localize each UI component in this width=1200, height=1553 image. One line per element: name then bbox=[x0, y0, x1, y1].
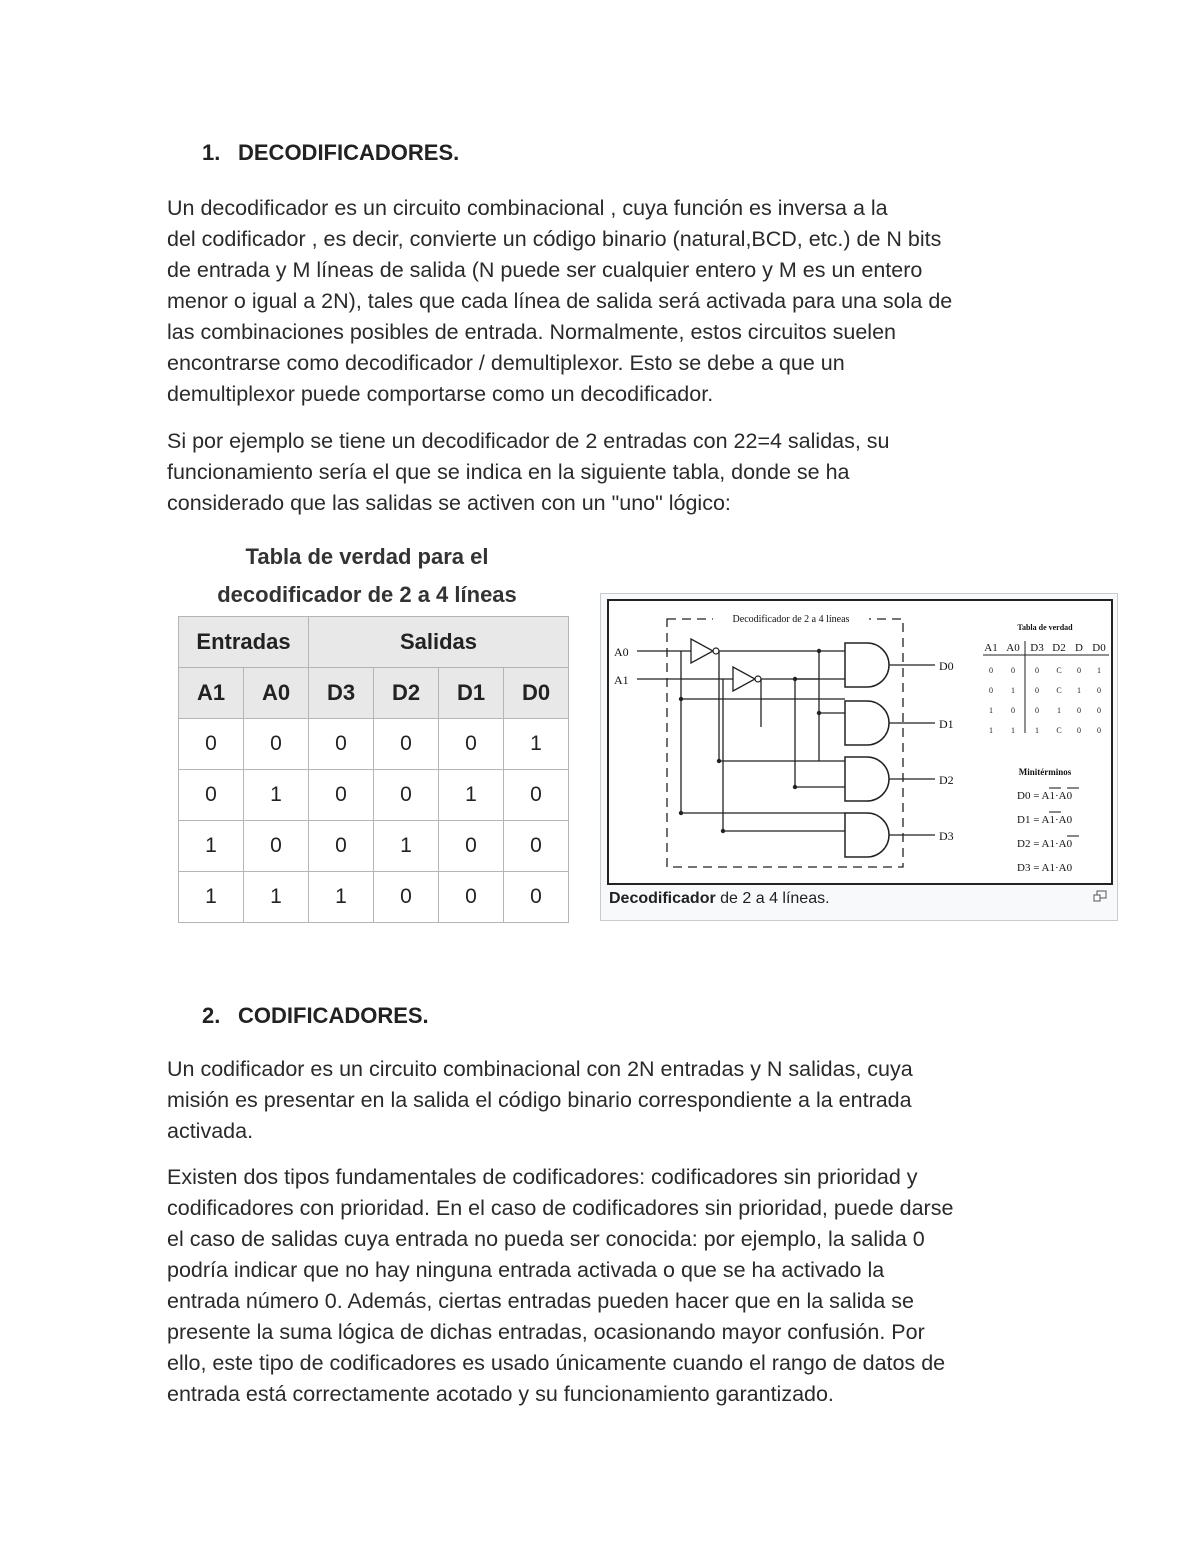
caption-bold: Decodificador bbox=[609, 890, 716, 907]
table-cell: 1 bbox=[244, 872, 309, 923]
text-line: misión es presentar en la salida el código binario correspondiente a la entrada bbox=[167, 1088, 912, 1112]
group-header-inputs: Entradas bbox=[179, 617, 309, 668]
text-line: menor o igual a 2N), tales que cada línea de salida será activada para una sola de bbox=[167, 289, 953, 313]
text-line: demultiplexor puede comportarse como un decodificador. bbox=[167, 382, 714, 406]
mini-cell: 0 bbox=[1077, 666, 1081, 675]
truth-table-title-line: Tabla de verdad para el bbox=[245, 544, 489, 569]
table-cell: 0 bbox=[504, 821, 569, 872]
table-row bbox=[179, 770, 569, 821]
mini-cell: 0 bbox=[1077, 726, 1081, 735]
text-line: podría indicar que no hay ninguna entrada activada o que se ha activado la bbox=[167, 1258, 885, 1282]
mini-cell: 0 bbox=[1011, 706, 1015, 715]
section1-title: DECODIFICADORES. bbox=[238, 140, 460, 165]
mini-cell: C bbox=[1056, 686, 1062, 695]
section1-heading bbox=[202, 140, 459, 166]
minterms-list bbox=[1017, 790, 1073, 874]
table-cell: 0 bbox=[439, 719, 504, 770]
junction bbox=[721, 829, 725, 833]
table-row bbox=[179, 719, 569, 770]
table-cell: 1 bbox=[439, 770, 504, 821]
junction bbox=[679, 811, 683, 815]
mini-cell: 0 bbox=[989, 666, 993, 675]
caption-text: de 2 a 4 líneas. bbox=[715, 890, 830, 907]
mini-cell: 0 bbox=[1035, 666, 1039, 675]
mini-cell: 0 bbox=[1097, 726, 1101, 735]
mini-table-header: D2 bbox=[1052, 642, 1066, 654]
table-cell: 0 bbox=[374, 770, 439, 821]
table-cell: 1 bbox=[309, 872, 374, 923]
decoder-diagram-frame bbox=[607, 599, 1113, 885]
not-gate-a0 bbox=[691, 639, 713, 663]
section2-title: CODIFICADORES. bbox=[238, 1003, 429, 1028]
table-cell: 1 bbox=[179, 821, 244, 872]
minterm: D2 = A1·A0 bbox=[1017, 838, 1073, 850]
diagram-title: Decodificador de 2 a 4 líneas bbox=[732, 614, 850, 625]
mini-cell: C bbox=[1056, 726, 1062, 735]
text-line: Un codificador es un circuito combinacional con 2N entradas y N salidas, cuya bbox=[167, 1057, 913, 1081]
text-line: del codificador , es decir, convierte un código binario (natural,BCD, etc.) de N bits bbox=[167, 227, 942, 251]
table-cell: 0 bbox=[439, 872, 504, 923]
table-cell: 0 bbox=[179, 719, 244, 770]
section2-paragraph2 bbox=[167, 1162, 1047, 1410]
and-gate-d2 bbox=[845, 757, 889, 801]
section2-number: 2. bbox=[202, 1003, 221, 1028]
text-line: funcionamiento sería el que se indica en la siguiente tabla, donde se ha bbox=[167, 460, 850, 484]
output-label-d2: D2 bbox=[939, 773, 954, 787]
text-line: ello, este tipo de codificadores es usado únicamente cuando el rango de datos de bbox=[167, 1351, 946, 1375]
input-label-a0: A0 bbox=[614, 645, 629, 659]
minterms-title: Minitérminos bbox=[1018, 767, 1072, 777]
mini-table-header: D3 bbox=[1030, 642, 1044, 654]
mini-cell: 0 bbox=[989, 686, 993, 695]
decoder-figure bbox=[600, 593, 1118, 921]
table-cell: 0 bbox=[244, 719, 309, 770]
mini-table-header: D bbox=[1075, 642, 1083, 654]
junction bbox=[717, 759, 721, 763]
truth-table bbox=[178, 616, 569, 923]
junction bbox=[793, 677, 797, 681]
truth-table-title bbox=[178, 538, 556, 614]
output-label-d1: D1 bbox=[939, 717, 954, 731]
table-cell: 1 bbox=[179, 872, 244, 923]
text-line: codificadores con prioridad. En el caso de codificadores sin prioridad, puede darse bbox=[167, 1196, 954, 1220]
column-header: D3 bbox=[309, 668, 374, 719]
text-line: Existen dos tipos fundamentales de codificadores: codificadores sin prioridad y bbox=[167, 1165, 918, 1189]
mini-cell: 1 bbox=[1035, 726, 1039, 735]
text-line: las combinaciones posibles de entrada. Normalmente, estos circuitos suelen bbox=[167, 320, 896, 344]
not-gate-a1 bbox=[733, 667, 755, 691]
mini-table-body bbox=[989, 666, 1101, 735]
mini-table-title: Tabla de verdad bbox=[1017, 623, 1073, 632]
mini-cell: 0 bbox=[1011, 666, 1015, 675]
junction bbox=[793, 785, 797, 789]
input-label-a1: A1 bbox=[614, 673, 629, 687]
mini-cell: 1 bbox=[1097, 666, 1101, 675]
column-header: D1 bbox=[439, 668, 504, 719]
mini-cell: 0 bbox=[1077, 706, 1081, 715]
table-cell: 0 bbox=[179, 770, 244, 821]
mini-cell: 0 bbox=[1035, 686, 1039, 695]
table-cell: 0 bbox=[504, 872, 569, 923]
text-line: entrada número 0. Además, ciertas entradas pueden hacer que en la salida se bbox=[167, 1289, 915, 1313]
not-bubble bbox=[755, 676, 761, 682]
text-line: de entrada y M líneas de salida (N puede ser cualquier entero y M es un entero bbox=[167, 258, 923, 282]
mini-table-header: A1 bbox=[984, 642, 998, 654]
junction bbox=[817, 711, 821, 715]
text-line: el caso de salidas cuya entrada no pueda ser conocida: por ejemplo, la salida 0 bbox=[167, 1227, 925, 1251]
section2-heading bbox=[202, 1003, 429, 1029]
not-bubble bbox=[713, 648, 719, 654]
mini-cell: C bbox=[1056, 666, 1062, 675]
table-cell: 0 bbox=[309, 719, 374, 770]
group-header-outputs: Salidas bbox=[309, 617, 569, 668]
table-cell: 1 bbox=[504, 719, 569, 770]
output-label-d0: D0 bbox=[939, 659, 954, 673]
mini-cell: 1 bbox=[1011, 726, 1015, 735]
table-cell: 0 bbox=[244, 821, 309, 872]
mini-cell: 1 bbox=[1057, 706, 1061, 715]
column-header: A1 bbox=[179, 668, 244, 719]
and-gate-d1 bbox=[845, 701, 889, 745]
and-gate-d0 bbox=[845, 643, 889, 687]
text-line: entrada está correctamente acotado y su funcionamiento garantizado. bbox=[167, 1382, 834, 1406]
mini-cell: 1 bbox=[989, 706, 993, 715]
mini-table-header: A0 bbox=[1006, 642, 1020, 654]
section2-paragraph1 bbox=[167, 1054, 1047, 1147]
text-line: Si por ejemplo se tiene un decodificador de 2 entradas con 22=4 salidas, su bbox=[167, 429, 890, 453]
table-cell: 0 bbox=[374, 872, 439, 923]
section1-number: 1. bbox=[202, 140, 221, 165]
decoder-circuit-diagram bbox=[609, 601, 1111, 883]
junction bbox=[679, 697, 683, 701]
column-header: A0 bbox=[244, 668, 309, 719]
text-line: activada. bbox=[167, 1119, 254, 1143]
truth-table-title-line: decodificador de 2 a 4 líneas bbox=[217, 582, 517, 607]
column-header: D2 bbox=[374, 668, 439, 719]
minterm: D1 = A1·A0 bbox=[1017, 814, 1073, 826]
magnify-icon[interactable] bbox=[1093, 890, 1107, 905]
mini-cell: 1 bbox=[1077, 686, 1081, 695]
table-cell: 0 bbox=[439, 821, 504, 872]
and-gate-d3 bbox=[845, 813, 889, 857]
mini-cell: 0 bbox=[1035, 706, 1039, 715]
mini-cell: 0 bbox=[1097, 686, 1101, 695]
junction bbox=[817, 649, 821, 653]
minterm: D3 = A1·A0 bbox=[1017, 862, 1073, 874]
text-line: considerado que las salidas se activen con un "uno" lógico: bbox=[167, 491, 731, 515]
table-row bbox=[179, 821, 569, 872]
table-cell: 0 bbox=[374, 719, 439, 770]
text-line: encontrarse como decodificador / demultiplexor. Esto se debe a que un bbox=[167, 351, 845, 375]
column-header: D0 bbox=[504, 668, 569, 719]
mini-cell: 1 bbox=[989, 726, 993, 735]
output-label-d3: D3 bbox=[939, 829, 954, 843]
table-row bbox=[179, 872, 569, 923]
minterm: D0 = A1·A0 bbox=[1017, 790, 1073, 802]
table-cell: 0 bbox=[309, 770, 374, 821]
table-cell: 1 bbox=[374, 821, 439, 872]
section1-paragraph1 bbox=[167, 193, 1047, 410]
section1-paragraph2 bbox=[167, 426, 1047, 519]
table-cell: 0 bbox=[309, 821, 374, 872]
mini-table-header: D0 bbox=[1092, 642, 1106, 654]
table-cell: 1 bbox=[244, 770, 309, 821]
enlarge-icon bbox=[1093, 890, 1107, 902]
table-cell: 0 bbox=[504, 770, 569, 821]
mini-cell: 0 bbox=[1097, 706, 1101, 715]
text-line: presente la suma lógica de dichas entradas, ocasionando mayor confusión. Por bbox=[167, 1320, 925, 1344]
figure-caption bbox=[609, 890, 830, 908]
mini-cell: 1 bbox=[1011, 686, 1015, 695]
text-line: Un decodificador es un circuito combinacional , cuya función es inversa a la bbox=[167, 196, 888, 220]
